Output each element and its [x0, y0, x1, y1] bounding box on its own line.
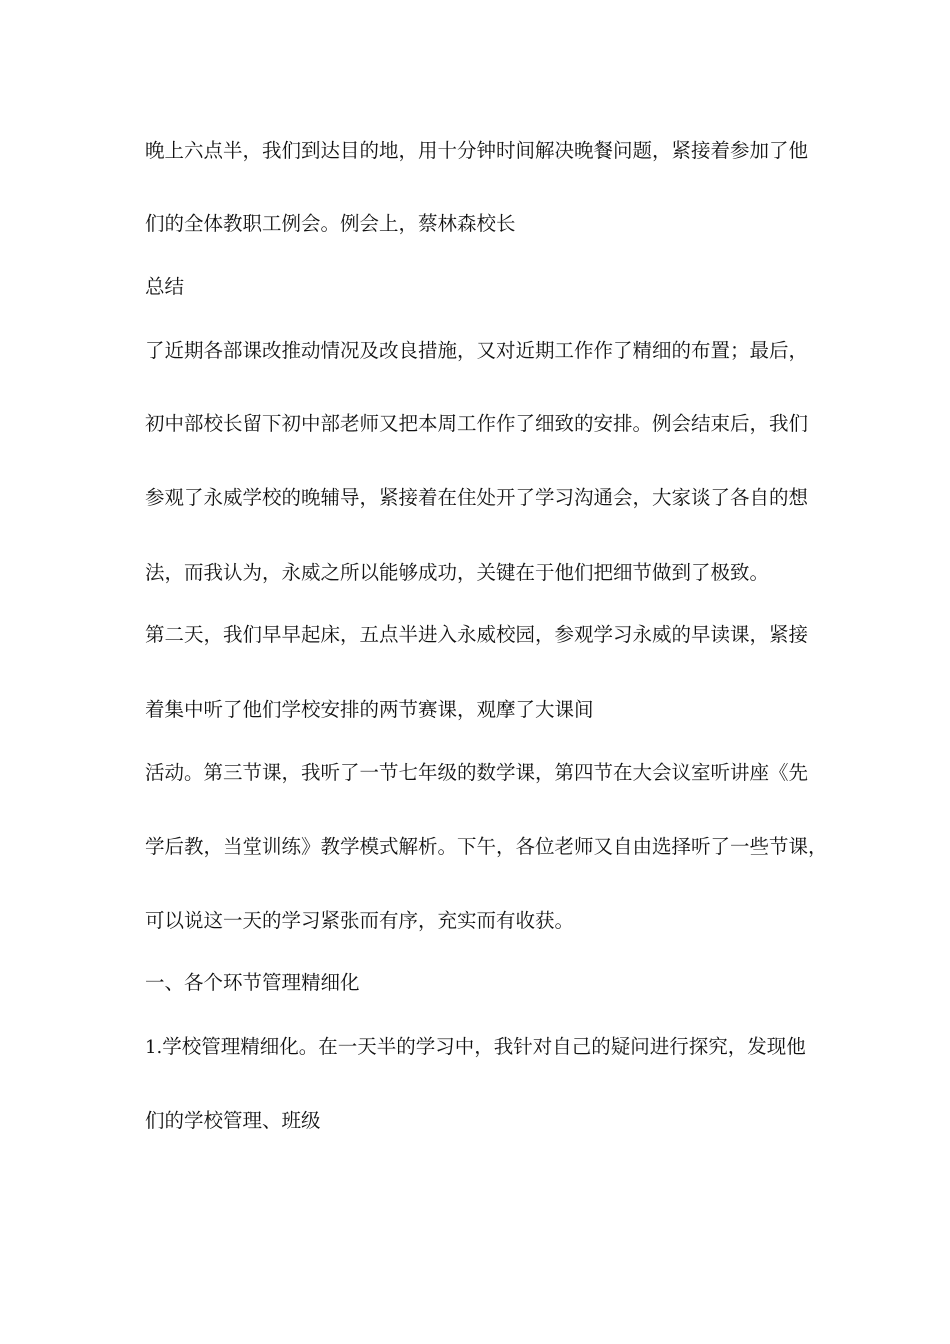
list-item [145, 1034, 806, 1061]
paragraph-line: 了近期各部课改推动情况及改良措施，又对近期工作作了精细的布置；最后， [145, 339, 809, 362]
paragraph-line: 着集中听了他们学校安排的两节赛课，观摩了大课间 [145, 698, 594, 721]
list-item-number: 1. [145, 1037, 163, 1058]
paragraph-line: 晚上六点半，我们到达目的地，用十分钟时间解决晚餐问题，紧接着参加了他 [145, 139, 809, 162]
paragraph-line: 学后教，当堂训练》教学模式解析。下午，各位老师又自由选择听了一些节课， [145, 835, 828, 858]
section-heading: 一、各个环节管理精细化 [145, 971, 360, 994]
paragraph-line: 可以说这一天的学习紧张而有序，充实而有收获。 [145, 909, 575, 932]
paragraph-line: 们的学校管理、班级 [145, 1109, 321, 1132]
paragraph-line: 法，而我认为，永威之所以能够成功，关键在于他们把细节做到了极致。 [145, 561, 770, 584]
list-item-text: 学校管理精细化。在一天半的学习中，我针对自己的疑问进行探究，发现他 [162, 1035, 806, 1058]
paragraph-line: 们的全体教职工例会。例会上，蔡林森校长 [145, 212, 516, 235]
paragraph-line: 初中部校长留下初中部老师又把本周工作作了细致的安排。例会结束后，我们 [145, 412, 809, 435]
paragraph-line: 第二天，我们早早起床，五点半进入永威校园，参观学习永威的早读课，紧接 [145, 623, 809, 646]
paragraph-line: 活动。第三节课，我听了一节七年级的数学课，第四节在大会议室听讲座《先 [145, 761, 809, 784]
paragraph-line: 总结 [145, 275, 185, 298]
paragraph-line: 参观了永威学校的晚辅导，紧接着在住处开了学习沟通会，大家谈了各自的想 [145, 486, 809, 509]
